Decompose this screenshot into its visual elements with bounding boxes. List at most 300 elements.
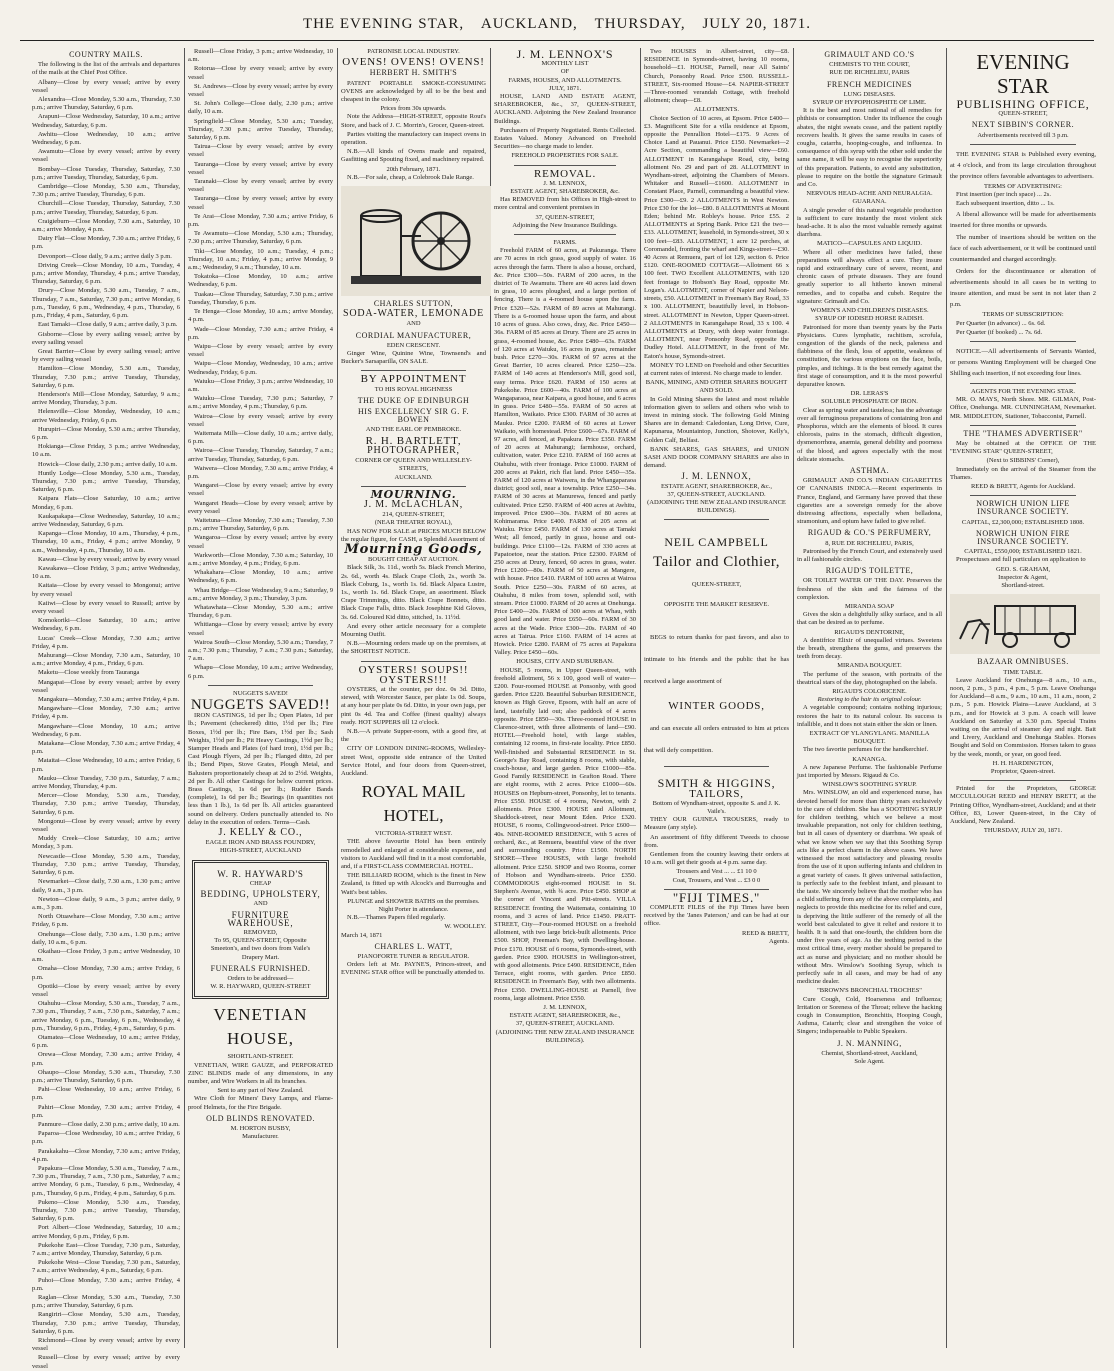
mail-entry: Mangakura—Monday, 7.30 a.m.; arrive Friday, 4 p.m. xyxy=(38,696,180,704)
iodised-heading: SYRUP OF IODISED HORSE RADISH. xyxy=(815,315,924,323)
mail-entry: Craigieburn—Close Monday, 7.30 a.m., Saturday, 10 a.m.; arrive Monday, 4 p.m. xyxy=(32,217,180,234)
mail-entry: Gisborne—Close by every sailing vessel; arrive by every sailing vessel xyxy=(32,330,180,346)
thames-sign: REED & BRETT, Agents for Auckland. xyxy=(970,483,1076,491)
mail-entry: Albany—Close by every vessel; arrive by every vessel xyxy=(32,78,180,94)
agents-list: MR. O. MAYS, North Shore. MR. GILMAN, Post-Office, Onehunga. MR. CUNNINGHAM, Newmarket. MR. MIDDLETON, Stationer, Tobacconist, Parnell. xyxy=(950,396,1096,420)
mail-entry: Whatawhata—Close Monday, 5.30 a.m.; arrive Thursday, 6 p.m. xyxy=(188,604,333,620)
quarter-booked: Per Quarter (if booked) ... 7s. 6d. xyxy=(956,328,1043,336)
lennox3-adj: (ADJOINING THE NEW ZEALAND INSURANCE BUILDINGS). xyxy=(647,498,786,515)
fiji-times-heading: "FIJI TIMES." xyxy=(672,889,761,905)
patronise-heading: PATRONISE LOCAL INDUSTRY. xyxy=(367,48,460,55)
mail-entry: Whakahara—Close Monday, 10 a.m.; arrive Wednesday, 6 p.m. xyxy=(188,569,333,585)
mail-entry: Muddy Creek—Close Saturday, 10 a.m.; arrive Monday, 3 p.m. xyxy=(32,835,180,851)
masthead-day: THURSDAY, xyxy=(594,16,686,32)
sutton-name: CHARLES SUTTON, xyxy=(373,299,454,309)
smith-higgins-body3: Gentlemen from the country leaving their orders at 10 a.m. will get their goods at 4 p.m. same day. xyxy=(644,851,789,867)
removal-role: ESTATE AGENT, SHAREBROKER, &c. xyxy=(510,188,620,196)
miranda-soap-heading: MIRANDA SOAP xyxy=(845,603,894,610)
campbell-name: NEIL CAMPBELL xyxy=(664,535,769,550)
mail-entry: Papakura—Close Monday, 5.30 a.m., Tuesday, 7 a.m., 7.30 p.m., Thursday, 7 a.m., 7.30 p.m., Saturday, 7 a.m.; arrive Monday, 6 p.m., Tuesday, 6 p.m., Wednesday, 4 p.m., Thursday, 6 p.m., Friday, 4 p.m., Saturday, 6 p.m. xyxy=(32,1165,180,1197)
kelly-firm: J. KELLY & CO., xyxy=(218,827,303,839)
column-rule xyxy=(946,48,947,1348)
masthead-city: AUCKLAND, xyxy=(480,16,578,32)
venetian-body: VENETIAN, WIRE GAUZE, and PERFORATED ZINC BLINDS made of any dimensions, in any number, and Wire Workers in all its branches. xyxy=(188,1061,333,1085)
mail-entry: Te Awamutu—Close Monday, 5.30 a.m.; Thursday, 7.30 p.m.; arrive Thursday, Saturday, 6 p.m. xyxy=(188,230,333,246)
mail-entry: Lucas' Creek—Close Monday, 7.30 a.m.; arrive Friday, 4 p.m. xyxy=(32,634,180,650)
mourning-goods: Mourning Goods, xyxy=(344,541,483,557)
mourning-goods-list: Black Silk, 3s. 11d., worth 5s. Black French Merino, 2s. 6d., worth 4s. Black Crape Cloth, 2s., worth 3s. Black Coburg, 1s., worth 1s. 6d. Black Alpaca Lustre, 1s., worth 1s. 6d. Black Crape, an assortment. Black Crape Trimmings, ditto. Black Crape Bonnets, ditto. Black Crape Falls, ditto. Black Josephine Kid Gloves, 3s. 6d. Coloured Kid ditto, stitched, 1s. 11½d. xyxy=(341,564,486,621)
mail-entry: Kawau—Close by every vessel; arrive by every vessel xyxy=(38,555,180,563)
winslow-heading: WINSLOW'S SOOTHING SYRUP. xyxy=(822,781,917,789)
mail-entry: Okaihau—Close Friday, 3 p.m.; arrive Wednesday, 10 a.m. xyxy=(32,947,180,964)
coloricene-body: A vegetable compound; contains nothing injurious; restores the hair to its natural colour. Its success is infallible, and it does not stain either the skin or linen. xyxy=(797,704,942,728)
kananga-body: A new Japanese Perfume. The fashionable Perfume just imported by Messrs. Rigaud & Co. xyxy=(797,763,942,780)
mail-entry: Taranaki—Close by every vessel; arrive by every vessel xyxy=(188,178,333,194)
toilette-body: OR TOILET WATER OF THE DAY. Preserves the freshness of the skin and the fairness of the complexion. xyxy=(797,577,942,601)
grimault-heading: GRIMAULT AND CO.'S xyxy=(824,50,915,59)
column-rule xyxy=(793,48,794,1348)
removal-addr: 37, QUEEN-STREET, xyxy=(535,213,595,221)
lennox-agency-note: Purchasers of Property Negotiated. Rents Collected. Estates Valued. Money Advanced on Freehold Securities—no charge made to lender. xyxy=(494,126,636,151)
houses-cont: Two HOUSES in Albert-street, city—£8. RESIDENCE in Symonds-street, having 10 rooms, household—£1. HOUSE, Parnell, near All Saints' Church, Ponsonby Road. Price £500. RUSSELL-STREET, Six-roomed House—£4. NAPIER-STREET—Three-roomed verandah Cottage, with freehold allotment; cheap—£8. xyxy=(644,48,789,105)
leras-sub: SOLUBLE PHOSPHATE OF IRON. xyxy=(821,398,918,406)
houses-body: HOUSE, 5 rooms, in Upper Queen-street, with freehold allotment, 56 x 100, good well of water—£200. Four-roomed HOUSE at Ponsonby, with good garden. Price £220. Beautiful Suburban RESIDENCE, known as High Grove, Epsom, with half an acre of land, tastefully laid out; also paddock of 4 acres opposite. Price £850—30s. Three-roomed HOUSE in Clarence-street, with three allotments of land—£90. HOTEL—Freehold hotel, with large stables, containing 12 rooms, in first-rate locality. Price £850. Well-finished and Substantial RESIDENCE in St. George's Bay Road, containing 8 rooms, with stable, coach-house, and large garden. Price £1000—85s. Good Family RESIDENCE in Grafton Road. There are eight rooms, with 2 acres. Price £1000—60s. HOUSES on Hepburn-street, Ponsonby, let to tenants. Price £550. HOUSE of 4 rooms, Newton, with 2 allotments. Price £300. HOUSE and Allotment, Shaddock-street, near Mount Eden. Price £320. HOUSE, 6 rooms, Collingwood-street. Price £600—40s. NINE-ROOMED RESIDENCE, with 5 acres of orchard, &c., at Remuera, beautiful view of the river and surrounding country. Price £1500. NORTH SHORE—Three HOUSES, with large freehold allotment. Price £250. SHOP and two Rooms, corner of Hobson and Wyndham-streets. Price £350. COMMODIOUS eight-roomed HOUSE in St. Stephen's Avenue, with ¾ acre. Price £450. SHOP at the corner of Vincent and Pitt-streets. VILLA RESIDENCE fronting the Waitemata, containing 10 rooms, and 3 acres of land. Price £1450. PRATT-STREET, City—Four-roomed HOUSE on a freehold allotment, with two large brick-built allotments. Price £500. SHOP, Freeman's Bay, with Dwelling-house. Price £170. HOUSE of 6 rooms, Symonds-street, with garden. Price £900. HOUSES in Wellington-street, with good allotments. Price £490. RESIDENCE, Eden Terrace, eight rooms, with garden. Price £850. RESIDENCE in Freeman's Bay, with two allotments. Price £350. DWELLING-HOUSE at Parnell, five rooms, large allotment. Price £550. xyxy=(494,666,636,1002)
mail-entry: Onehunga—Close daily, 7.30 a.m., 1.30 p.m.; arrive daily, 10 a.m., 6 p.m. xyxy=(32,930,180,946)
soda-and: AND xyxy=(406,320,421,328)
rue-richelieu: RUE DE RICHELIEU, PARIS xyxy=(829,69,910,77)
smith-parties: Parties visiting the manufactory can inspect ovens in operation. xyxy=(341,130,486,147)
kelly-sub: EAGLE IRON AND BRASS FOUNDRY, xyxy=(205,839,316,847)
mail-entry: Omaha—Close Monday, 7.30 a.m.; arrive Friday, 6 p.m. xyxy=(32,965,180,981)
guarana-body: A single powder of this natural vegetable production is sufficient to cure instantly the most violent sick head-ache. It is also the most valuable remedy against diarrhœa. xyxy=(797,206,942,239)
manning-name: J. N. MANNING, xyxy=(837,1038,902,1048)
lennox-farms-title: FARMS, HOUSES, AND ALLOTMENTS. xyxy=(508,76,622,84)
mail-entry: Paparoa—Close Wednesday, 10 a.m.; arrive Friday, 6 p.m. xyxy=(32,1130,180,1146)
column-french-medicines xyxy=(797,48,942,1348)
photographer-heading: PHOTOGRAPHER, xyxy=(367,444,460,456)
dentorine-heading: RIGAUD'S DENTORINE, xyxy=(834,628,905,636)
mail-entry: Parakakahu—Close Monday, 7.30 a.m.; arrive Friday, 4 p.m. xyxy=(32,1147,180,1163)
manning-role: Sole Agent. xyxy=(854,1057,885,1065)
mail-entry: Mataitai—Close Wednesday, 10 a.m.; arrive Friday, 6 p.m. xyxy=(32,757,180,773)
women-children-heading: WOMEN'S AND CHILDREN'S DISEASES. xyxy=(810,307,929,315)
mail-entry: Tuakau—Close Thursday, Saturday, 7.30 p.m.; arrive Tuesday, Thursday, 6 p.m. xyxy=(188,290,333,306)
mail-entry: Panmure—Close daily, 2.30 p.m.; arrive daily, 10 a.m. xyxy=(38,1120,180,1128)
hayward-sign: W. R. HAYWARD, QUEEN-STREET xyxy=(210,983,311,991)
smith-nb2: N.B.—For sale, cheap, a Colebrook Dale Range. xyxy=(347,173,474,181)
office-street: QUEEN-STREET, xyxy=(998,110,1048,118)
lennox2-adj: (ADJOINING THE NEW ZEALAND INSURANCE BUILDINGS). xyxy=(495,1028,635,1044)
mail-entry: Whitianga—Close by every vessel; arrive by every vessel xyxy=(188,621,333,637)
mail-entry: Tairua—Close by every vessel; arrive by every vessel xyxy=(188,143,333,159)
mail-entry: Huntly Lodge—Close Monday, 5.30 a.m., Tuesday, Thursday, 7.30 p.m.; arrive Tuesday, Thursday, Saturday, 6 p.m. xyxy=(32,469,180,494)
agents-heading: AGENTS FOR THE EVENING STAR. xyxy=(971,388,1075,396)
office-next: NEXT SIBBIN'S CORNER. xyxy=(971,120,1075,130)
rigaud-addr: 8, RUE DE RICHELIEU, PARIS, xyxy=(825,539,914,547)
royal-mail-nb: N.B.—Thames Papers filed regularly. xyxy=(347,914,446,922)
lennox3-role: ESTATE AGENT, SHAREBROKER, &c., xyxy=(660,482,773,490)
mail-entry: Richmond—Close by every vessel; arrive by every vessel xyxy=(32,1337,180,1353)
royal-mail-date: March 14, 1871 xyxy=(341,931,383,939)
allotments-heading: ALLOTMENTS. xyxy=(694,106,739,114)
lennox2-addr: 37, QUEEN-STREET, AUCKLAND. xyxy=(515,1020,615,1028)
smith-note: Note the Address—HIGH-STREET, opposite Rout's Store, and back of J. C. Morrin's, Grocer, Queen-street. xyxy=(341,113,486,129)
lennox3-addr: 37, QUEEN-STREET, AUCKLAND. xyxy=(667,490,766,498)
appointment-duke: THE DUKE OF EDINBURGH xyxy=(357,395,470,405)
toilette-heading: RIGAUD'S TOILETTE, xyxy=(825,566,914,576)
mail-entry: Kaitaia—Close by every vessel to Mongonui; arrive by every vessel xyxy=(32,582,180,598)
venetian-sign: M. HORTON BUSBY, xyxy=(230,1124,291,1132)
bouquet-heading: MIRANDA BOUQUET. xyxy=(837,662,902,670)
thames-next: (Next to SIBBINS' Corner), xyxy=(986,457,1060,465)
graham-addr: Shortland-street. xyxy=(1001,582,1045,590)
lennox3-name: J. M. LENNOX, xyxy=(681,471,752,482)
oysters-heading1: OYSTERS! SOUPS!! xyxy=(358,663,469,676)
ylang-heading: EXTRACT OF YLANGYLANG. MANILLA BOUQUET. xyxy=(809,730,930,746)
mail-entry: Waiuku—Close Friday, 3 p.m.; arrive Wednesday, 10 a.m. xyxy=(188,377,333,393)
mail-entry: North Otuawhare—Close Monday, 7.30 a.m.; arrive Friday, 6 p.m. xyxy=(32,913,180,929)
masthead xyxy=(0,16,1114,33)
asthma-heading: ASTHMA. xyxy=(849,465,890,475)
iodised-body: Patronised for more than twenty years by the Paris Physicians. Cures lymphatic, rachitism, scrofula, congestion of the glands of the neck, paleness and flabbiness of the flesh, loss of appetite, weakness of constitution, the various eruptions on the face, boils, pimples, and itchings. It is the best remedy against the first stage of consumption, and it is the most powerful depurative known. xyxy=(797,323,942,388)
country-mails-intro: The following is the list of the arrivals and departures of the mails at the Chief Post Office. xyxy=(32,61,180,77)
mail-entry: St. John's College—Close daily, 2.30 p.m.; arrive daily, 10 a.m. xyxy=(188,100,333,116)
mail-entry: Ohaupo—Close Monday, 5.30 a.m., Thursday, 7.30 p.m.; arrive Thursday, Saturday, 6 p.m. xyxy=(32,1068,180,1084)
mail-entry: Waiwera—Close Monday, 7.30 a.m.; arrive Friday, 4 p.m. xyxy=(188,464,333,480)
mail-entry: Te Henga—Close Monday, 10 a.m.; arrive Monday, 4 p.m. xyxy=(188,308,333,324)
brown-body: Cure Cough, Cold, Hoarseness and Influenza; Irritation or Soreness of the Throat; relieve the hacking cough in Consumption, Bronchitis, Hooping Cough, Asthma, Catarrh; clear and strengthen the voice of Singers; indispensable to Public Speakers. xyxy=(797,995,942,1036)
royal-mail-billiard: THE BILLIARD ROOM, which is the finest in New Zealand, is fitted up with Alcock's and Burroughs and Watt's best tables. xyxy=(341,872,486,896)
nuggets-kicker: NUGGETS SAVED! xyxy=(233,689,288,697)
venetian-title: VENETIAN HOUSE, xyxy=(213,1005,308,1049)
nuggets-title: NUGGETS SAVED!! xyxy=(190,697,331,714)
matico-body: Where all other medicines have failed, these preparations will always effect a cure. They insure rapid and extraordinary cure of severe, recent, and chronic cases of private diseases. They are found greatly superior to all hitherto known mineral remedies, and to copaiba and cubeb. Require the signature: Grimault and Co. xyxy=(797,248,942,305)
masthead-rule xyxy=(20,40,1094,41)
mail-entry: Bombay—Close Tuesday, Thursday, Saturday, 7.30 p.m.; arrive Tuesday, Thursday, Saturday, 6 p.m. xyxy=(32,165,180,181)
mail-entry: Mahurangi—Close Monday, 7.30 a.m., Saturday, 10 a.m.; arrive Monday, 4 p.m., Friday, 6 p.m. xyxy=(32,652,180,668)
mail-entry: Maketu—Close weekly from Tauranga xyxy=(38,669,140,677)
lung-diseases: LUNG DISEASES. xyxy=(843,90,896,98)
royal-mail-body: THE above favourite Hotel has been entirely remodelled and enlarged at considerable expense, and visitors to Auckland will find in it a most comfortable, and, if a FIRST-CLASS COMMERCIAL HOTEL. xyxy=(341,838,486,871)
mail-entry: Russell—Close Friday, 3 p.m.; arrive Wednesday, 10 a.m. xyxy=(188,48,333,64)
hayward-ad xyxy=(192,860,329,1000)
rigaud-heading: RIGAUD & CO.'S PERFUMERY, xyxy=(807,528,932,538)
royal-mail-plunge: PLUNGE and SHOWER BATHS on the premises. xyxy=(347,897,480,905)
terms-advertising: TERMS OF ADVERTISING: xyxy=(984,182,1062,190)
hayward-and: AND xyxy=(253,900,268,908)
coloricene-sub: Restoring to the hair its original colour. xyxy=(817,696,922,704)
nuggets-body: IRON CASTINGS, 1d per lb.; Open Plates, 1d per lb.; Pavement (checkered) ditto, 1½d per lb.; Fire Boxes, 1½d per lb.; Fire Bars, 1½d per lb.; Sash Weights, 1½d per lb.; Pit Heavy Castings, 1½d per lb.; Stamper Heads and Plates (of hard iron), 1½d per lb.; Cast Plough Flyers, 2d per lb.; Flanged ditto, 2d per lb.; Bend Pipes, Stove Grates, Plough Metal, and Balusters proportionately cheap at 2d to 2½d. Weights, 2d per lb. All other Castings for below current prices. Brass Castings, 1s 6d per lb.; Rudder Bands (complete), 1s 6d per lb.; Bearings (in quantities not less than 1 lb.), 1s 6d per lb. All articles guaranteed sound on delivery. Orders punctually attended to. No delay in the execution of orders. Terms—Cash. xyxy=(188,712,333,826)
soda-machine-engraving xyxy=(341,186,491,296)
mail-entry: Churchill—Close Tuesday, Thursday, Saturday, 7.30 p.m.; arrive Tuesday, Thursday, Saturday, 6 p.m. xyxy=(32,200,180,216)
masthead-date: JULY 20, 1871. xyxy=(702,16,812,32)
smith-higgins-body2: An assortment of fifty different Tweeds to choose from. xyxy=(644,833,789,849)
venetian-sent: Sent to any part of New Zealand. xyxy=(217,1087,304,1095)
mail-entry: Driving Creek—Close Monday, 10 a.m., Tuesday, 4 p.m.; arrive Monday, Thursday, 4 p.m.; arrive Tuesday, Thursday, Saturday, 6 p.m. xyxy=(32,261,180,286)
campbell-body: BEGS to return thanks for past favors, and also to intimate to his friends and the public that he has received a large assortment of xyxy=(644,634,789,686)
mclachlan-body: HAS NOW FOR SALE at PRICES MUCH BELOW the regular figure, for CASH, a Splendid Assortment of xyxy=(341,527,486,543)
mclachlan-nb: N.B.—Mourning orders made up on the premises, at the SHORTEST NOTICE. xyxy=(341,640,486,656)
mail-entry: Pahi—Close Wednesday, 10 a.m.; arrive Friday, 6 p.m. xyxy=(32,1086,180,1102)
mail-entry: Te Arai—Close Monday, 7.30 a.m.; arrive Friday, 6 p.m. xyxy=(188,212,333,229)
kananga-heading: KANANGA. xyxy=(852,755,887,763)
servants-notice: NOTICE.—All advertisements of Servants Wanted, or persons Wanting Employment will be charged One Shilling each insertion, if not exceeding four lines. xyxy=(950,348,1096,378)
royal-mail-porter: Night Porter in attendance. xyxy=(378,906,449,914)
smith-date: 20th February, 1871. xyxy=(386,165,441,173)
syrup-body: It is the best and most rational of all remedies for phthisis or consumption. Under its influence the cough abates, the night sweats cease, and the patient rapidly recovers health. It gives the same results in cases of coughs, catarrhs, hooping-coughs, and influenza. In consequence of this syrup with the other sold under the same name, it will be easy to recognise the superiority of this preparation. Patients, to avoid any substitution, please to require on the bottle the signature Grimault and Co. xyxy=(797,107,942,189)
mail-entry: Tiki—Close Monday, 10 a.m.; Tuesday, 4 p.m.; Thursday, 10 a.m.; Friday, 4 p.m.; arrive Monday, 9 a.m.; Wednesday, 9 a.m.; Thursday, 10 a.m. xyxy=(188,247,333,272)
hayward-cheap: CHEAP xyxy=(249,879,272,887)
royal-mail-sub: VICTORIA-STREET WEST. xyxy=(374,830,453,838)
asthma-body: GRIMAULT AND CO.'S INDIAN CIGARETTES OF CANNABIS INDICA.—Recent experiments in France, England, and Germany have proved that these cigarettes are a sovereign remedy for the above distressing affections, especially when belladona, stramonium, and opium have failed to give relief. xyxy=(797,477,942,526)
mail-entry: Pukeno—Close Monday, 5.30 a.m., Tuesday, Thursday, 7.30 p.m.; arrive Tuesday, Thursday, Saturday, 6 p.m. xyxy=(32,1198,180,1223)
hayward-line2: FURNITURE WAREHOUSE, xyxy=(227,909,294,928)
winslow-body: Mrs. WINSLOW, an old and experienced nurse, has devoted herself for more than thirty years exclusively to the care of children. She has a SOOTHING SYRUP for children teething, which we believe a most invaluable preparation, not only for children teething, but in all cases of dysentery or diarrhœa. We speak of what we know when we say that this Soothing Syrup acts like a perfect charm in the above cases. We have witnessed the most satisfactory and pleasing results from the use of it upon suffering infants and children in a great variety of cases. It gives universal satisfaction, is perfectly safe to the feeblest infant, and pleasant to the taste. We sincerely believe that the mother who has a child suffering from any of the above complaints, and neglects to provide this medicine for its relief and cure, is depriving the little sufferer of the remedy of all the world best calculated to give it relief and restore it to health. It is said that one-fourth, the children born die under five years of age. As the teething period is the most critical time, every mother should be prepared to act as nurse and physician; and no mother should be without Mrs. Winslow's Soothing Syrup, which is perfectly safe in all cases, and may be had of any medicine dealer. xyxy=(797,789,942,986)
mail-entry: Arapuni—Close Wednesday, Saturday, 10 a.m.; arrive Wednesday, Saturday, 6 p.m. xyxy=(32,113,180,129)
farms-heading: FARMS. xyxy=(553,239,577,247)
prospectuses: Prospectuses and full particulars on application to xyxy=(956,556,1086,564)
number-insertions: The number of insertions should be written on the face of each advertisement, or it will be continued until countermanded and charged accordingly. xyxy=(950,234,1096,264)
thames-body: May be obtained at the OFFICE OF THE "EVENING STAR" QUEEN-STREET, xyxy=(950,440,1096,456)
mail-entry: Warkworth—Close Monday, 7.30 a.m.; Saturday, 10 a.m.; arrive Monday, 4 p.m.; Friday, 6 p.m. xyxy=(188,551,333,567)
mail-entry: Orewa—Close Monday, 7.30 a.m.; arrive Friday, 4 p.m. xyxy=(32,1051,180,1067)
bouquet-body: The perfume of the season, with portraits of the theatrical stars of the day, photographed on the labels. xyxy=(797,670,942,686)
smith-higgins-name: SMITH & HIGGINS, xyxy=(657,776,776,791)
soda-heading: SODA-WATER, LEMONADE xyxy=(343,308,484,320)
smith-higgins-body: THEY OUR GUINEA TROUSERS, ready to Measure (any style). xyxy=(644,816,789,832)
mail-entry: Port Albert—Close Wednesday, Saturday, 10 a.m.; arrive Monday, 6 p.m., Friday, 6 p.m. xyxy=(32,1224,180,1240)
mail-entry: Mangapai—Close by every vessel; arrive by every vessel xyxy=(32,678,180,694)
mail-entry: Wairoa South—Close Monday, 5.30 a.m.; Tuesday, 7 a.m.; 7.30 p.m.; Thursday, 7 a.m.; 7.30 p.m.; Saturday, 7 a.m. xyxy=(188,638,333,663)
watt-sub: PIANOFORTE TUNER & REGULATOR. xyxy=(357,953,470,961)
appointment-pembroke: AND THE EARL OF PEMBROKE. xyxy=(365,426,462,434)
tailors-heading: TAILORS, xyxy=(689,787,744,800)
mail-entry: Cambridge—Close Monday, 5.30 a.m., Thursday, 7.30 p.m.; arrive Tuesday, Thursday, 6 p.m. xyxy=(32,183,180,199)
freehold-heading: FREEHOLD PROPERTIES FOR SALE. xyxy=(511,152,619,160)
lennox-title: J. M. LENNOX'S xyxy=(516,47,614,61)
eden-crescent: EDEN CRESCENT. xyxy=(386,341,441,349)
lennox-monthly: MONTHLY LIST xyxy=(541,60,589,68)
farms-body: Freehold FARM of 60 acres, at Pakuranga. There are 70 acres in rich grass, good supply of water. 16 acres through the farm. There is also a house, orchard, &c. Price £300—50s. FARM of 200 acres, in the district of Te Awamutu. There are 40 acres laid down in grass, 10 acres ploughed, and a large portion of fencing. There is a 4-roomed house upon the farm. Price £320—52s. FARM of 89 acres at Mahurangi. There is a 6-roomed house upon the farm, and about 10 acres of grass. Also cows, dray, &c. Price £450—36s. FARM of 85 acres at Drury. There are 25 acres in grass, 4-roomed house, &c. Price £480—63s. FARM of 120 acres at Waiuku, 16 acres in grass, remainder bush. Price £270—30s. FARM of 97 acres at the Great Barrier, 10 acres cleared. Price £250—23s. FARM of 140 acres at Henderson's Mill, good soil, easy terms. Price £620. FARM of 150 acres at Pukekohe. Price £600—40s. FARM of 100 acres at Wangaparaoa, near Kaipara, a good house, and 6 acres in grass. Price £480—55s. FARM of 50 acres at Hamilton, Waikato. Price £300. FARM of 30 acres at Mauku. Price £200. FARM of 60 acres at Lower Waikato, with homestead. Price £600—67s. FARM of 97 acres, all fenced, at Papakura. Price £350. FARM of 20 acres at Mahurangi; farmhouse, orchard, cultivation, water. Price £210. FARM of 160 acres at Otahuhu, with river frontage. Price £1000. FARM of 200 acres at Pakiri, rich flat land. Price £450—35s. FARM of 120 acres at Waiwera, in the Whangaparaoa district; good soil, near a township. Price £250—34s. FARM of 30 acres at Manurewa, fenced and partly cultivated. Price £250. FARM of 400 acres at Awhitu, improved. Price £900—30s. FARM of 80 acres at Kohimarama. Price £400. FARM of 205 acres at Waiuku. Price £450. FARM of 130 acres at Tamaki West; all fenced, partly in grass, house and out-buildings. Price £1100—12s. FARM of 330 acres at Papatoetoe, near the station. Price £2300. FARM of 250 acres at Drury, fenced, 60 acres in grass, water. Price £1200—80s. FARM of 50 acres at Mangere, with house. Price £410. FARM of 100 acres at Wairoa South. Price £250—30s. FARM of 60 acres, at Otahuhu, 8 miles from town, splendid soil, with stream. Price £1000. FARM of 20 acres at Onehunga. Price £400—20s. FARM of 300 acres at Whau, with good land and water. Price £650—60s. FARM of 30 acres at the Wade. Price £300—20s. FARM of 40 acres at Tairua. Price £160. FARM of 14 acres at Howick. Price £280. FARM of 75 acres at Papakura Valley. Price £450—60s. xyxy=(494,247,636,657)
cordial-heading: CORDIAL MANUFACTURER, xyxy=(355,330,472,340)
bought-cheap: BOUGHT CHEAP AT AUCTION. xyxy=(368,556,459,564)
mail-entry: Newton—Close daily, 9 a.m., 3 p.m.; arrive daily, 9 a.m., 3 p.m. xyxy=(32,895,180,911)
mail-entry: Raglan—Close Monday, 5.30 a.m., Tuesday, 7.30 p.m.; arrive Thursday, Saturday, 6 p.m. xyxy=(32,1294,180,1310)
appointment-bowen: HIS EXCELLENCY SIR G. F. BOWEN xyxy=(357,407,470,425)
oysters-body: OYSTERS, at the counter, per doz. 0s 3d. Ditto, stewed, with Worcester Sauce, per plate 1s 0d. Soups, at any hour per plate 0s 6d. Ditto, in your own jugs, per pint 0s 4d. Tea and Coffee (finest quality) always ready. HOT SUPPERS till 12 o'clock. xyxy=(341,685,486,726)
mail-entry: Opotiki—Close by every vessel; arrive by every vessel xyxy=(32,982,180,998)
mail-entry: Kaukapakapa—Close Wednesday, Saturday, 10 a.m.; arrive Wednesday, Saturday, 6 p.m. xyxy=(32,512,180,528)
imprint-date: THURSDAY, JULY 20, 1871. xyxy=(983,827,1063,835)
mail-entry: Pukekohe West—Close Tuesday, 7.30 p.m., Saturday, 7 a.m.; arrive Wednesday, 4 p.m., Saturday, 6 p.m. xyxy=(32,1259,180,1275)
mclachlan-name: J. M. McLACHLAN, xyxy=(363,498,464,510)
mail-entry: Rotorua—Close by every vessel; arrive by every vessel xyxy=(188,65,333,81)
mail-entry: Henderson's Mill—Close Monday, Saturday, 9 a.m.; arrive Monday, Thursday, 3 p.m. xyxy=(32,390,180,407)
smith-prices: Prices from 30s upwards. xyxy=(380,105,447,113)
thames-heading: THE "THAMES ADVERTISER" xyxy=(963,428,1083,438)
appointment-heading: BY APPOINTMENT xyxy=(360,373,467,386)
mail-entry: Wairoa—Close Tuesday, Thursday, Saturday, 7 a.m.; arrive Tuesday, Thursday, Saturday, 6 p.m. xyxy=(188,447,333,463)
fiji-times-body: COMPLETE FILES of the Fiji Times have been received by the 'Janes Paterson,' and can be had at our office. xyxy=(644,904,789,928)
mail-entry: Pukekohe East—Close Tuesday, 7.30 p.m., Saturday, 7 a.m.; arrive Monday, Thursday, Saturday, 6 p.m. xyxy=(32,1241,180,1258)
mail-entry: Otamatea—Close Wednesday, 10 a.m.; arrive Friday, 6 p.m. xyxy=(32,1033,180,1050)
graham-name: GEO. S. GRAHAM, xyxy=(996,565,1050,573)
mail-entry: Tokatoka—Close Monday, 10 a.m.; arrive Wednesday, 6 p.m. xyxy=(188,273,333,289)
liberal-allowance: A liberal allowance will be made for advertisements inserted for three months or upwards. xyxy=(950,211,1096,230)
dentorine-body: A dentifrice Elixir of unequalled virtues. Sweetens the breath, strengthens the gums, and preserves the teeth from decay. xyxy=(797,636,942,661)
column-rule xyxy=(640,48,641,1348)
mail-entry: Hurupiri—Close Monday, 5.30 a.m.; arrive Thursday, 6 p.m. xyxy=(32,425,180,441)
column-lennox-list xyxy=(494,48,636,1348)
mail-entry: Wangaroa—Close by every vessel; arrive by every vessel xyxy=(188,534,333,550)
mail-entry: Puhoi—Close Monday, 7.30 a.m.; arrive Friday, 4 p.m. xyxy=(32,1276,180,1292)
mail-entry: Komokoriki—Close Saturday, 10 a.m.; arrive Wednesday, 6 p.m. xyxy=(32,617,180,633)
winter-body: and can execute all orders entrusted to him at prices that will defy competition. xyxy=(644,725,789,755)
country-mails-heading: COUNTRY MAILS. xyxy=(69,50,143,59)
omnibus-engraving xyxy=(950,594,1100,654)
hayward-removed: REMOVED, xyxy=(243,928,278,936)
printer-imprint: Printed for the Proprietors, GEORGE MCCULLOUGH REED and HENRY BRETT, at the Printing Office, Wyndham-street, Auckland; and at their Office, 83, Lower Queen-street, in the City of Auckland, New Zealand. xyxy=(950,785,1096,825)
norwich-life: NORWICH UNION LIFE INSURANCE SOCIETY. xyxy=(976,499,1070,517)
column-evening-star-office xyxy=(950,48,1096,1348)
removal-body: Has REMOVED from his Offices in High-street to more central and convenient premises in xyxy=(494,196,636,212)
gold-shares: In Gold Mining Shares the latest and most reliable information given to sellers and others who wish to invest in mining stock. The following Gold Mining Shares are in demand: Caledonian, Long Drive, Cure, Kapunarua, Mountaintop, Junction, Shotover, Kelly's, Golden Calf, Belfast. xyxy=(644,395,789,444)
chemists-court: CHEMISTS TO THE COURT, xyxy=(829,61,910,69)
graham-role: Inspector & Agent, xyxy=(998,573,1048,581)
life-capital: CAPITAL, £2,300,000; ESTABLISHED 1808. xyxy=(961,518,1085,526)
mail-entry: Awamutu—Close by every vessel; arrive by every vessel xyxy=(32,148,180,164)
mail-entry: Howick—Close daily, 2.30 p.m.; arrive daily, 10 a.m. xyxy=(38,460,178,468)
mclachlan-near: (NEAR THEATRE ROYAL), xyxy=(374,519,453,527)
terms-subscription: TERMS OF SUBSCRIPTION: xyxy=(982,311,1064,319)
mail-entry: Kawakawa—Close Friday, 3 p.m.; arrive Wednesday, 10 a.m. xyxy=(32,564,180,581)
column-mails-ads xyxy=(188,48,333,1348)
mail-entry: Pahiri—Close Monday, 7.30 a.m.; arrive Friday, 4 p.m. xyxy=(32,1103,180,1119)
oysters-nb: N.B.—A private Supper-room, with a good fire, at the xyxy=(341,727,486,744)
mail-entry: Alexandra—Close Monday, 5.30 a.m., Thursday, 7.30 p.m.; arrive Thursday, Saturday, 6 p.m. xyxy=(32,96,180,112)
column-allotments-tailors xyxy=(644,48,789,1348)
lennox-of: OF xyxy=(560,68,570,76)
mail-entry: Newcastle—Close Monday, 5.30 a.m., Tuesday, Thursday, 7.30 p.m.; arrive Tuesday, Thursday, Saturday, 6 p.m. xyxy=(32,852,180,877)
mail-list xyxy=(32,79,180,1371)
nervous-heading: NERVOUS HEAD-ACHE AND NEURALGIA. xyxy=(806,190,933,198)
mail-entry: Wade—Close Monday, 7.30 a.m.; arrive Friday, 4 p.m. xyxy=(188,325,333,341)
mail-entry: Kapanga—Close Monday, 10 a.m., Thursday, 4 p.m., Thursday, 10 a.m., Friday, 4 p.m.; arrive Monday, 9 a.m., Wednesday, 4 p.m., Thursday, 10 a.m. xyxy=(32,530,180,554)
norwich-fire: NORWICH UNION FIRE INSURANCE SOCIETY. xyxy=(976,528,1070,547)
royal-mail-sign: W. WOOLLEY. xyxy=(444,923,486,931)
lennox2-role: ESTATE AGENT, SHAREBROKER, &c., xyxy=(509,1012,621,1020)
price-trousers: Trousers and Vest ... ... £1 10 0 xyxy=(676,868,757,876)
mail-entry: Mangawhare—Close Monday, 10 a.m.; arrive Wednesday, 6 p.m. xyxy=(32,722,180,738)
evening-star-title: EVENING STAR xyxy=(976,50,1070,98)
lennox-agency: HOUSE, LAND AND ESTATE AGENT, SHAREBROKER, &c., 37, QUEEN-STREET, AUCKLAND. Adjoining the New Zealand Insurance Buildings. xyxy=(494,93,636,125)
mail-entry: St. Andrews—Close by every vessel; arrive by every vessel xyxy=(188,82,333,99)
hardington-name: H. H. HARDINGTON, xyxy=(992,759,1054,767)
smith-body: PATENT PORTABLE SMOKE-CONSUMING OVENS are acknowledged by all to be the best and cheapest in the colony. xyxy=(341,79,486,104)
mourning-goods-note: And every other article necessary for a complete Mourning Outfit. xyxy=(341,622,486,638)
hardington-role: Proprietor, Queen-street. xyxy=(990,767,1056,775)
mclachlan-addr: 214, QUEEN-STREET, xyxy=(382,511,445,519)
mail-entry: Springfield—Close Monday, 5.30 a.m.; Tuesday, Thursday, 7.30 p.m.; arrive Tuesday, Thursday, Saturday, 6 p.m. xyxy=(188,117,333,142)
column-rule xyxy=(337,48,338,1348)
time-table: TIME TABLE. xyxy=(1003,668,1043,676)
french-medicines: FRENCH MEDICINES xyxy=(826,79,913,89)
mail-entry: Dairy Flat—Close Monday, 7.30 a.m.; arrive Friday, 6 p.m. xyxy=(32,235,180,251)
mail-entry: Otahuhu—Close Monday, 5.30 a.m., Tuesday, 7 a.m., 7.30 p.m., Thursday, 7 a.m., 7.30 p.m., Saturday, 7 a.m.; arrive Monday, 6 p.m., Tuesday, 6 p.m., Wednesday, 4 p.m., Thursday, 6 p.m., Friday, 4 p.m., Saturday, 6 p.m. xyxy=(32,1000,180,1032)
column-local-industry xyxy=(341,48,486,1348)
fiji-agents: Agents. xyxy=(768,937,789,945)
smith-nb: N.B.—All kinds of Ovens made and repaired, Gasfitting and Spouting fixed, and machinery repaired. xyxy=(341,148,486,164)
mail-entry: Tauranga—Close by every vessel; arrive by every vessel xyxy=(188,195,333,211)
mail-entry: Waitemata Mills—Close daily, 10 a.m.; arrive daily, 6 p.m. xyxy=(188,429,333,446)
bartlett-city: AUCKLAND. xyxy=(394,473,433,481)
mail-entry: Hamilton—Close Monday, 5.30 a.m., Tuesday, Thursday, 7.30 p.m.; arrive Tuesday, Thursday, Saturday, 6 p.m. xyxy=(32,365,180,389)
mail-entry: Mercer—Close Monday, 5.30 a.m., Tuesday, Thursday, 7.30 p.m.; arrive Tuesday, Thursday, Saturday, 6 p.m. xyxy=(32,792,180,816)
removal-adj: Adjoining the New Insurance Buildings. xyxy=(512,221,618,229)
column-rule xyxy=(184,48,185,1348)
bartlett-name: R. H. BARTLETT, xyxy=(365,434,462,447)
watt-body: Orders left at Mr. PAYNE'S, Princes-street, and EVENING STAR office will be punctually attended to. xyxy=(341,961,486,977)
matico-heading: MATICO—CAPSULES AND LIQUID. xyxy=(817,240,922,248)
fiji-sign: REED & BRETT, xyxy=(741,929,789,937)
fire-capital: CAPITAL, £550,000; ESTABLISHED 1821. xyxy=(964,548,1082,556)
venetian-old: OLD BLINDS RENOVATED. xyxy=(206,1113,315,1123)
mail-entry: Newmarket—Close daily, 7.30 a.m., 1.30 p.m.; arrive daily, 9 a.m., 3 p.m. xyxy=(32,878,180,894)
smith-name: HERBERT H. SMITH'S xyxy=(369,68,458,78)
thames-body2: Immediately on the arrival of the Steamer from the Thames. xyxy=(950,465,1096,481)
mail-entry: Waipu—Close by every vessel; arrive by every vessel xyxy=(188,342,333,359)
hayward-line1: BEDDING, UPHOLSTERY, xyxy=(200,889,321,900)
mail-entry: Hokianga—Close Friday, 3 p.m.; arrive Wednesday, 10 a.m. xyxy=(32,443,180,459)
venetian-wire: Wire Cloth for Miners' Davy Lamps, and Flame-proof Helmets, for the Fire Brigade. xyxy=(188,1095,333,1111)
houses-heading: HOUSES, CITY AND SUBURBAN. xyxy=(516,658,614,666)
mail-entry: Matakana—Close Monday, 7.30 a.m.; arrive Friday, 4 p.m. xyxy=(32,740,180,756)
column-country-mails xyxy=(32,48,180,1370)
oysters-heading2: OYSTERS!!! xyxy=(379,673,448,686)
winter-goods: WINTER GOODS, xyxy=(668,700,765,713)
rigaud-body: Patronised by the French Court, and extensively used in all fashionable circles. xyxy=(797,547,942,563)
mail-entry: Awhitu—Close Wednesday, 10 a.m.; arrive Wednesday, 6 p.m. xyxy=(32,130,180,147)
ads-received: Advertisements received till 3 p.m. xyxy=(977,131,1069,139)
sutton-goods: Ginger Wine, Quinine Wine, Townsend's and Bucker's Sarsaparilla, ON SALE. xyxy=(341,350,486,366)
ylang-body: The two favorite perfumes for the handkerchief. xyxy=(803,746,929,754)
venetian-sub: SHORTLAND-STREET. xyxy=(227,1053,294,1061)
ovens-heading: OVENS! OVENS! OVENS! xyxy=(342,56,485,69)
removal-name: J. M. LENNOX, xyxy=(543,179,587,187)
mail-entry: Kaipara Flats—Close Saturday, 10 a.m.; arrive Monday, 6 p.m. xyxy=(32,495,180,511)
coloricene-heading: RIGAUD'S COLORICENE. xyxy=(832,688,907,696)
mail-entry: East Tamaki—Close daily, 9 a.m.; arrive daily, 3 p.m. xyxy=(38,321,178,329)
published-notice: THE EVENING STAR is Published every evening, at 4 o'clock, and from its large circulation throughout the province offers favorable advantages to advertisers. xyxy=(950,150,1096,180)
oysters-house: CITY OF LONDON DINING-ROOMS, Wellesley-street West, opposite side entrance of the United Service Hotel, and four doors from Queen-street, Auckland. xyxy=(341,745,486,777)
smith-higgins-addr: Bottom of Wyndham-street, opposite S. and J. K. Vaile's. xyxy=(652,799,781,815)
mail-entry: Mauku—Close Tuesday, 7.30 p.m., Saturday, 7 a.m.; arrive Monday, Thursday, 4 p.m. xyxy=(32,774,180,791)
mail-entry: Helensville—Close Monday, Wednesday, 10 a.m.; arrive Wednesday, Friday, 6 p.m. xyxy=(32,408,180,424)
masthead-paper: THE EVENING STAR, xyxy=(302,16,465,32)
campbell-opposite: OPPOSITE THE MARKET RESERVE. xyxy=(663,600,770,608)
leras-body: Clear as spring water and tasteless; has the advantage over all ferruginous preparations of containing Iron and Phosphorus, which are the elements of blood. It cures chlorosis, pains in the stomach, difficult digestion, dysmenorrhœa, anæmia, general debility and poorness of the blood, and agrees especially with the most delicate stomachs. xyxy=(797,406,942,463)
each-insertion: Each subsequent insertion, ditto ... 1s. xyxy=(956,200,1055,208)
publishing-office: PUBLISHING OFFICE, xyxy=(956,97,1090,111)
mail-entry: Wangarei Heads—Close by every vessel; arrive by every vessel xyxy=(188,499,333,515)
bank-shares-heading: BANK, MINING, AND OTHER SHARES BOUGHT AND SOLD. xyxy=(645,379,788,395)
price-coat: Coat, Trousers, and Vest ... £3 0 0 xyxy=(672,876,761,884)
mail-entry: Whau Bridge—Close Wednesday, 9 a.m.; Saturday, 9 a.m.; arrive Monday, 3 p.m.; Thursday, 3 p.m. xyxy=(188,586,333,602)
mail-entry: Devonport—Close daily, 9 a.m.; arrive daily 3 p.m. xyxy=(38,252,172,260)
appointment-highness: TO HIS ROYAL HIGHNESS xyxy=(374,385,453,393)
hayward-funerals: FUNERALS FURNISHED. xyxy=(210,963,311,973)
watt-name: CHARLES L. WATT, xyxy=(374,941,453,951)
